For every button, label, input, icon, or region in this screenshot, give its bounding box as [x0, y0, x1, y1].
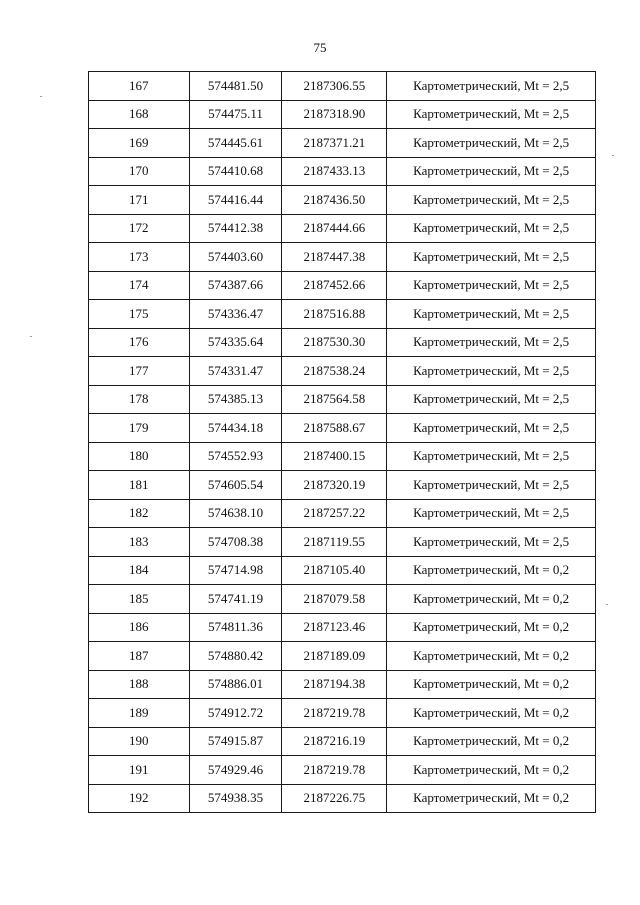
table-row	[89, 670, 596, 699]
method-cell: Картометрический, Mt = 0,2	[387, 727, 596, 756]
x-coordinate-cell: 574336.47	[189, 300, 282, 329]
y-coordinate-cell: 2187371.21	[282, 129, 387, 158]
x-coordinate-cell: 574605.54	[189, 471, 282, 500]
x-coordinate-cell: 574912.72	[189, 699, 282, 728]
method-cell: Картометрический, Mt = 2,5	[387, 471, 596, 500]
table-row	[89, 442, 596, 471]
point-number-cell: 183	[89, 528, 190, 557]
x-coordinate-cell: 574475.11	[189, 100, 282, 129]
table-row	[89, 357, 596, 386]
y-coordinate-cell: 2187433.13	[282, 157, 387, 186]
method-cell: Картометрический, Mt = 2,5	[387, 271, 596, 300]
point-number-cell: 171	[89, 186, 190, 215]
point-number-cell: 190	[89, 727, 190, 756]
method-cell: Картометрический, Mt = 2,5	[387, 72, 596, 101]
y-coordinate-cell: 2187444.66	[282, 214, 387, 243]
x-coordinate-cell: 574335.64	[189, 328, 282, 357]
point-number-cell: 170	[89, 157, 190, 186]
point-number-cell: 180	[89, 442, 190, 471]
point-number-cell: 176	[89, 328, 190, 357]
table-row	[89, 129, 596, 158]
y-coordinate-cell: 2187436.50	[282, 186, 387, 215]
y-coordinate-cell: 2187216.19	[282, 727, 387, 756]
y-coordinate-cell: 2187306.55	[282, 72, 387, 101]
point-number-cell: 168	[89, 100, 190, 129]
method-cell: Картометрический, Mt = 2,5	[387, 157, 596, 186]
table-row	[89, 499, 596, 528]
y-coordinate-cell: 2187079.58	[282, 585, 387, 614]
method-cell: Картометрический, Mt = 0,2	[387, 642, 596, 671]
point-number-cell: 181	[89, 471, 190, 500]
scan-speck	[606, 604, 608, 605]
table-row	[89, 613, 596, 642]
scan-speck	[612, 155, 614, 156]
x-coordinate-cell: 574331.47	[189, 357, 282, 386]
x-coordinate-cell: 574915.87	[189, 727, 282, 756]
table-row	[89, 328, 596, 357]
x-coordinate-cell: 574410.68	[189, 157, 282, 186]
method-cell: Картометрический, Mt = 2,5	[387, 328, 596, 357]
method-cell: Картометрический, Mt = 2,5	[387, 186, 596, 215]
x-coordinate-cell: 574708.38	[189, 528, 282, 557]
y-coordinate-cell: 2187119.55	[282, 528, 387, 557]
point-number-cell: 184	[89, 556, 190, 585]
method-cell: Картометрический, Mt = 2,5	[387, 243, 596, 272]
table-row	[89, 784, 596, 813]
point-number-cell: 178	[89, 385, 190, 414]
method-cell: Картометрический, Mt = 2,5	[387, 214, 596, 243]
point-number-cell: 175	[89, 300, 190, 329]
y-coordinate-cell: 2187257.22	[282, 499, 387, 528]
y-coordinate-cell: 2187400.15	[282, 442, 387, 471]
y-coordinate-cell: 2187123.46	[282, 613, 387, 642]
coordinates-table	[88, 71, 596, 813]
method-cell: Картометрический, Mt = 2,5	[387, 385, 596, 414]
point-number-cell: 177	[89, 357, 190, 386]
table-row	[89, 756, 596, 785]
x-coordinate-cell: 574741.19	[189, 585, 282, 614]
table-row	[89, 214, 596, 243]
point-number-cell: 182	[89, 499, 190, 528]
y-coordinate-cell: 2187588.67	[282, 414, 387, 443]
table-row	[89, 528, 596, 557]
method-cell: Картометрический, Mt = 2,5	[387, 414, 596, 443]
x-coordinate-cell: 574434.18	[189, 414, 282, 443]
table-row	[89, 72, 596, 101]
point-number-cell: 185	[89, 585, 190, 614]
table-row	[89, 585, 596, 614]
table-row	[89, 471, 596, 500]
table-row	[89, 556, 596, 585]
table-row	[89, 385, 596, 414]
y-coordinate-cell: 2187194.38	[282, 670, 387, 699]
table-row	[89, 727, 596, 756]
table-row	[89, 699, 596, 728]
point-number-cell: 179	[89, 414, 190, 443]
table-row	[89, 243, 596, 272]
method-cell: Картометрический, Mt = 2,5	[387, 357, 596, 386]
y-coordinate-cell: 2187219.78	[282, 699, 387, 728]
x-coordinate-cell: 574385.13	[189, 385, 282, 414]
method-cell: Картометрический, Mt = 2,5	[387, 300, 596, 329]
table-row	[89, 186, 596, 215]
point-number-cell: 174	[89, 271, 190, 300]
y-coordinate-cell: 2187516.88	[282, 300, 387, 329]
method-cell: Картометрический, Mt = 0,2	[387, 613, 596, 642]
method-cell: Картометрический, Mt = 0,2	[387, 784, 596, 813]
x-coordinate-cell: 574403.60	[189, 243, 282, 272]
x-coordinate-cell: 574638.10	[189, 499, 282, 528]
page-number: 75	[313, 40, 327, 55]
x-coordinate-cell: 574938.35	[189, 784, 282, 813]
x-coordinate-cell: 574445.61	[189, 129, 282, 158]
table-row	[89, 642, 596, 671]
method-cell: Картометрический, Mt = 0,2	[387, 756, 596, 785]
point-number-cell: 169	[89, 129, 190, 158]
table-row	[89, 300, 596, 329]
y-coordinate-cell: 2187452.66	[282, 271, 387, 300]
point-number-cell: 189	[89, 699, 190, 728]
point-number-cell: 173	[89, 243, 190, 272]
x-coordinate-cell: 574481.50	[189, 72, 282, 101]
point-number-cell: 192	[89, 784, 190, 813]
x-coordinate-cell: 574416.44	[189, 186, 282, 215]
table-row	[89, 271, 596, 300]
y-coordinate-cell: 2187530.30	[282, 328, 387, 357]
x-coordinate-cell: 574811.36	[189, 613, 282, 642]
point-number-cell: 188	[89, 670, 190, 699]
y-coordinate-cell: 2187320.19	[282, 471, 387, 500]
method-cell: Картометрический, Mt = 2,5	[387, 442, 596, 471]
scan-speck	[30, 336, 32, 337]
method-cell: Картометрический, Mt = 0,2	[387, 556, 596, 585]
point-number-cell: 191	[89, 756, 190, 785]
x-coordinate-cell: 574552.93	[189, 442, 282, 471]
method-cell: Картометрический, Mt = 2,5	[387, 100, 596, 129]
y-coordinate-cell: 2187189.09	[282, 642, 387, 671]
x-coordinate-cell: 574714.98	[189, 556, 282, 585]
scan-speck	[40, 96, 42, 97]
table-row	[89, 100, 596, 129]
table-row	[89, 414, 596, 443]
y-coordinate-cell: 2187318.90	[282, 100, 387, 129]
x-coordinate-cell: 574929.46	[189, 756, 282, 785]
point-number-cell: 172	[89, 214, 190, 243]
y-coordinate-cell: 2187226.75	[282, 784, 387, 813]
method-cell: Картометрический, Mt = 2,5	[387, 129, 596, 158]
table-row	[89, 157, 596, 186]
y-coordinate-cell: 2187105.40	[282, 556, 387, 585]
x-coordinate-cell: 574880.42	[189, 642, 282, 671]
x-coordinate-cell: 574886.01	[189, 670, 282, 699]
point-number-cell: 187	[89, 642, 190, 671]
y-coordinate-cell: 2187447.38	[282, 243, 387, 272]
method-cell: Картометрический, Mt = 0,2	[387, 585, 596, 614]
method-cell: Картометрический, Mt = 0,2	[387, 699, 596, 728]
method-cell: Картометрический, Mt = 0,2	[387, 670, 596, 699]
method-cell: Картометрический, Mt = 2,5	[387, 528, 596, 557]
x-coordinate-cell: 574412.38	[189, 214, 282, 243]
y-coordinate-cell: 2187219.78	[282, 756, 387, 785]
point-number-cell: 186	[89, 613, 190, 642]
coordinates-table-body	[89, 72, 596, 813]
x-coordinate-cell: 574387.66	[189, 271, 282, 300]
method-cell: Картометрический, Mt = 2,5	[387, 499, 596, 528]
point-number-cell: 167	[89, 72, 190, 101]
y-coordinate-cell: 2187538.24	[282, 357, 387, 386]
y-coordinate-cell: 2187564.58	[282, 385, 387, 414]
